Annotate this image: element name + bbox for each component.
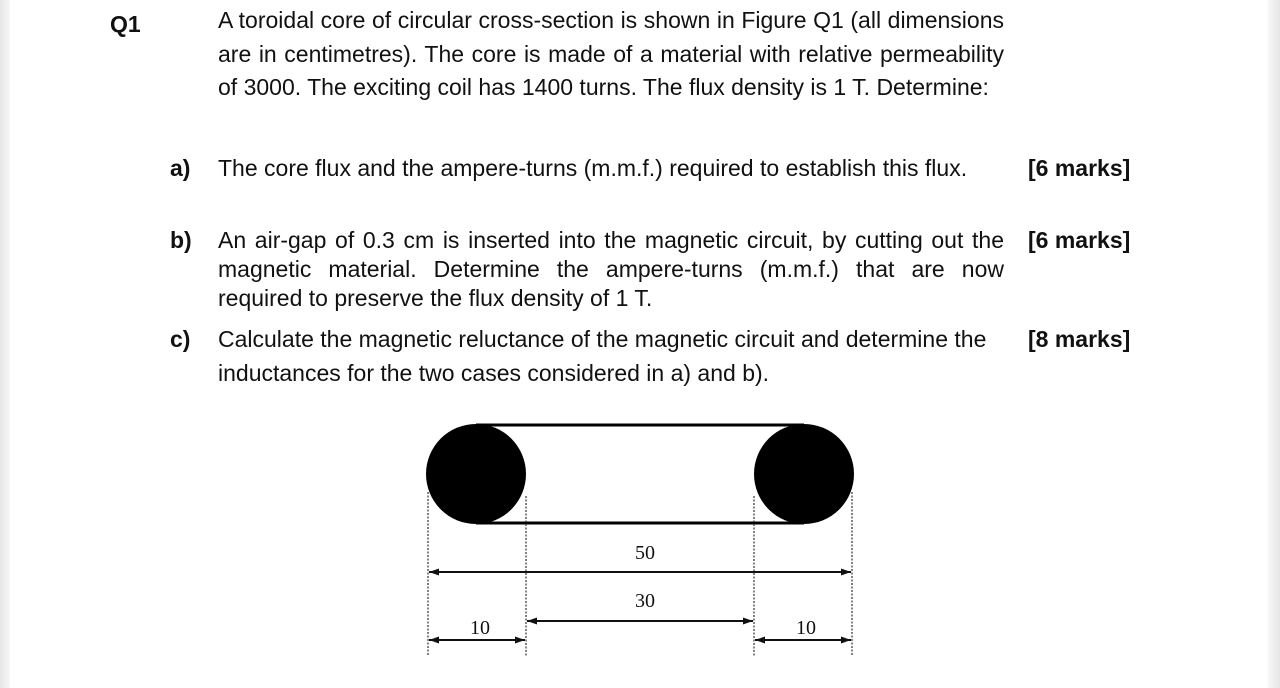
- part-a-marks: [6 marks]: [1028, 155, 1131, 181]
- part-c-text: Calculate the magnetic reluctance of the magnetic circuit and determine the inductances for the two cases considered in a) and b).: [218, 326, 987, 386]
- dimension-left-label: 10: [470, 617, 490, 639]
- part-c-label: c): [170, 326, 191, 352]
- part-a-label: a): [170, 155, 191, 181]
- page-edge-right: [1268, 0, 1280, 688]
- core-cross-section-left: [426, 424, 526, 524]
- part-a-text: The core flux and the ampere-turns (m.m.f.) required to establish this flux.: [218, 155, 968, 181]
- question-number: Q1: [110, 11, 141, 37]
- question-intro: A toroidal core of circular cross-section is shown in Figure Q1 (all dimensions are in centimetres). The core is made of a material with relative permeability of 3000. The exciting coil has 1400 turns. The flux density is 1 T. Determine:: [218, 7, 1004, 100]
- page-edge-left: [0, 0, 10, 688]
- toroid-figure: [420, 420, 860, 660]
- part-b-marks: [6 marks]: [1028, 227, 1131, 253]
- dimension-outer-label: 50: [635, 542, 655, 564]
- part-c-marks: [8 marks]: [1028, 326, 1131, 352]
- part-b-label: b): [170, 227, 192, 253]
- core-cross-section-right: [754, 424, 854, 524]
- dimension-inner-label: 30: [635, 590, 655, 612]
- part-b-text: An air-gap of 0.3 cm is inserted into the magnetic circuit, by cutting out the magnetic material. Determine the ampere-turns (m.m.f.) that are now required to preserve the flux density of 1 T.: [218, 227, 1004, 311]
- dimension-right-label: 10: [796, 617, 816, 639]
